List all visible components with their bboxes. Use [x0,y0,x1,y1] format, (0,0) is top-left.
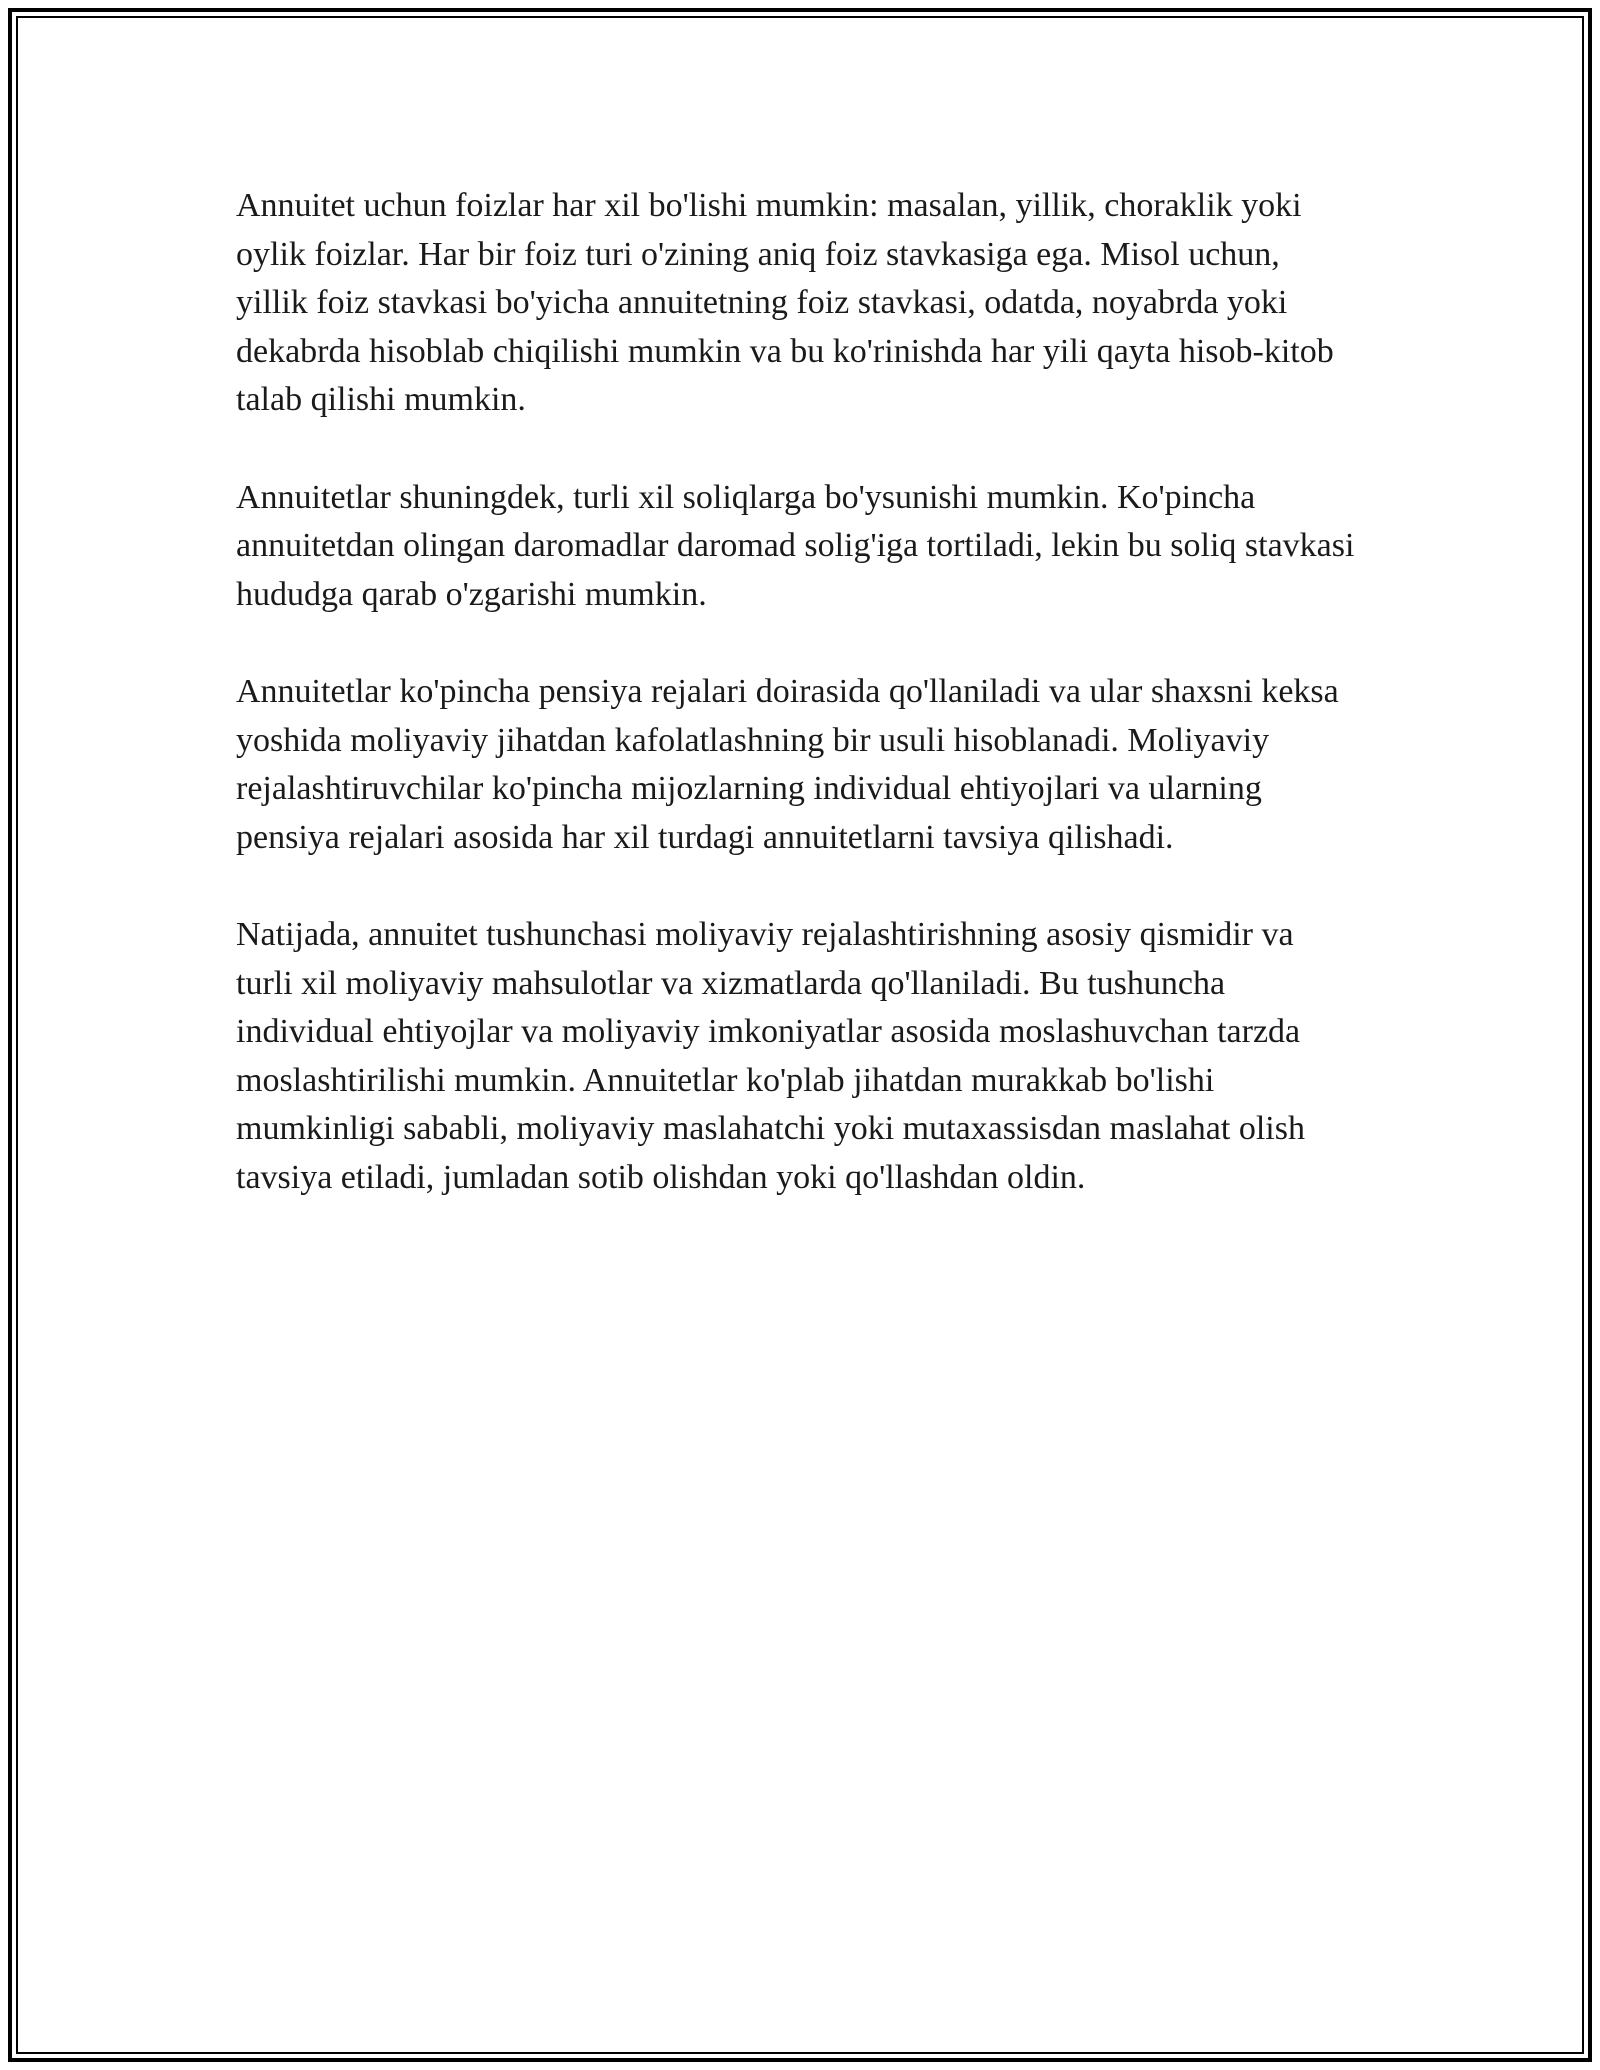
paragraph-interest-rates: Annuitet uchun foizlar har xil bo'lishi mumkin: masalan, yillik, choraklik yoki oylik foizlar. Har bir foiz turi o'zining aniq foiz stavkasiga ega. Misol uchun, yillik foiz stavkasi bo'yicha annuitetning foiz stavkasi, odatda, noyabrda yoki dekabrda hisoblab chiqilishi mumkin va bu ko'rinishda har yili qayta hisob-kitob talab qilishi mumkin. [236,187,1334,419]
paragraph-taxes: Annuitetlar shuningdek, turli xil soliqlarga bo'ysunishi mumkin. Ko'pincha annuitetdan olingan daromadlar daromad solig'iga tortiladi, lekin bu soliq stavkasi hududga qarab o'zgarishi mumkin. [236,478,1355,613]
paragraph-pension-plans: Annuitetlar ko'pincha pensiya rejalari doirasida qo'llaniladi va ular shaxsni keksa yoshida moliyaviy jihatdan kafolatlashning bir usuli hisoblanadi. Moliyaviy rejalashtiruvchilar ko'pincha mijozlarning individual ehtiyojlari va ularning pensiya rejalari asosida har xil turdagi annuitetlarni tavsiya qilishadi. [236,672,1339,856]
document-body [236,182,1356,1251]
paragraph-conclusion: Natijada, annuitet tushunchasi moliyaviy rejalashtirishning asosiy qismidir va turli xil moliyaviy mahsulotlar va xizmatlarda qo'llaniladi. Bu tushuncha individual ehtiyojlar va moliyaviy imkoniyatlar asosida moslashuvchan tarzda moslashtirilishi mumkin. Annuitetlar ko'plab jihatdan murakkab bo'lishi mumkinligi sababli, moliyaviy maslahatchi yoki mutaxassisdan maslahat olish tavsiya etiladi, jumladan sotib olishdan yoki qo'llashdan oldin. [236,915,1305,1196]
